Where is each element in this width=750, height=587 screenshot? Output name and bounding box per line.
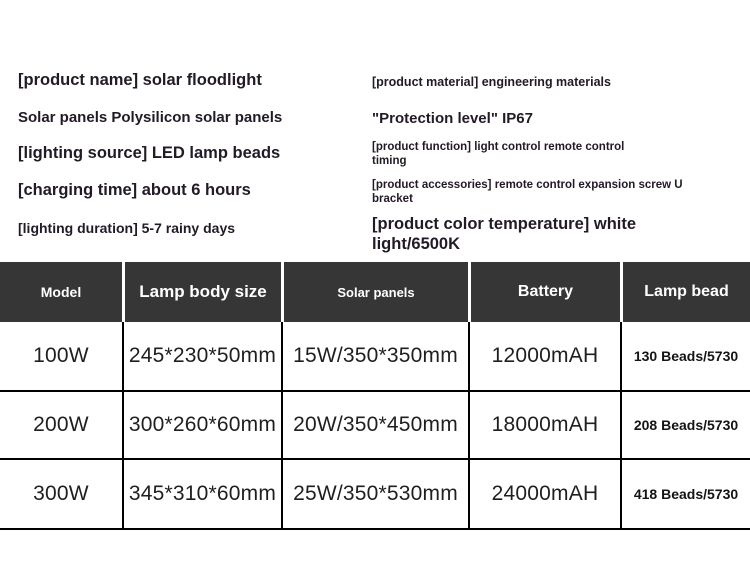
spec-line: timing xyxy=(372,155,407,167)
table-cell-battery: 12000mAH xyxy=(468,322,620,392)
spec-lighting-source xyxy=(18,144,280,163)
table-row xyxy=(0,392,750,460)
table-cell-lamp-body-size: 300*260*60mm xyxy=(122,392,281,460)
table-cell-lamp-body-size: 345*310*60mm xyxy=(122,460,281,530)
spec-lighting-duration xyxy=(18,220,235,236)
spec-line: Solar panels Polysilicon solar panels xyxy=(18,109,283,126)
table-cell-solar-panels: 20W/350*450mm xyxy=(281,392,468,460)
table-cell-battery: 18000mAH xyxy=(468,392,620,460)
spec-product-function xyxy=(372,140,624,168)
table-cell-lamp-bead: 130 Beads/5730 xyxy=(620,322,750,392)
table-cell-model: 200W xyxy=(0,392,122,460)
spec-product-accessories xyxy=(372,178,683,206)
spec-line: [product function] light control remote control xyxy=(372,141,625,153)
spec-line: bracket xyxy=(372,193,413,205)
spec-protection-level xyxy=(372,110,533,127)
table-header-model: Model xyxy=(0,262,122,322)
table-cell-model: 300W xyxy=(0,460,122,530)
table-cell-battery: 24000mAH xyxy=(468,460,620,530)
spec-line: [lighting source] LED lamp beads xyxy=(18,144,281,162)
spec-line: [product color temperature] white xyxy=(372,215,637,233)
spec-color-temperature xyxy=(372,214,636,254)
table-cell-lamp-body-size: 245*230*50mm xyxy=(122,322,281,392)
spec-solar-panels xyxy=(18,109,282,126)
table-cell-model: 100W xyxy=(0,322,122,392)
spec-charging-time xyxy=(18,181,251,200)
spec-line: [product material] engineering materials xyxy=(372,75,611,89)
spec-product-material xyxy=(372,75,611,89)
spec-line: [product accessories] remote control expansion screw U xyxy=(372,179,683,191)
spec-line: light/6500K xyxy=(372,235,461,253)
table-header-battery: Battery xyxy=(468,262,620,322)
table-header-solar-panels: Solar panels xyxy=(281,262,468,322)
table-cell-lamp-bead: 208 Beads/5730 xyxy=(620,392,750,460)
spec-line: [lighting duration] 5-7 rainy days xyxy=(18,220,236,236)
table-header-lamp-body-size: Lamp body size xyxy=(122,262,281,322)
table-header-row xyxy=(0,262,750,322)
table-cell-lamp-bead: 418 Beads/5730 xyxy=(620,460,750,530)
spec-line: [charging time] about 6 hours xyxy=(18,181,251,199)
spec-line: [product name] solar floodlight xyxy=(18,71,262,89)
table-cell-solar-panels: 25W/350*530mm xyxy=(281,460,468,530)
table-cell-solar-panels: 15W/350*350mm xyxy=(281,322,468,392)
spec-product-name xyxy=(18,71,262,90)
spec-table xyxy=(0,262,750,530)
table-header-lamp-bead: Lamp bead xyxy=(620,262,750,322)
table-row xyxy=(0,322,750,392)
spec-line: "Protection level" IP67 xyxy=(372,110,533,127)
table-row xyxy=(0,460,750,530)
